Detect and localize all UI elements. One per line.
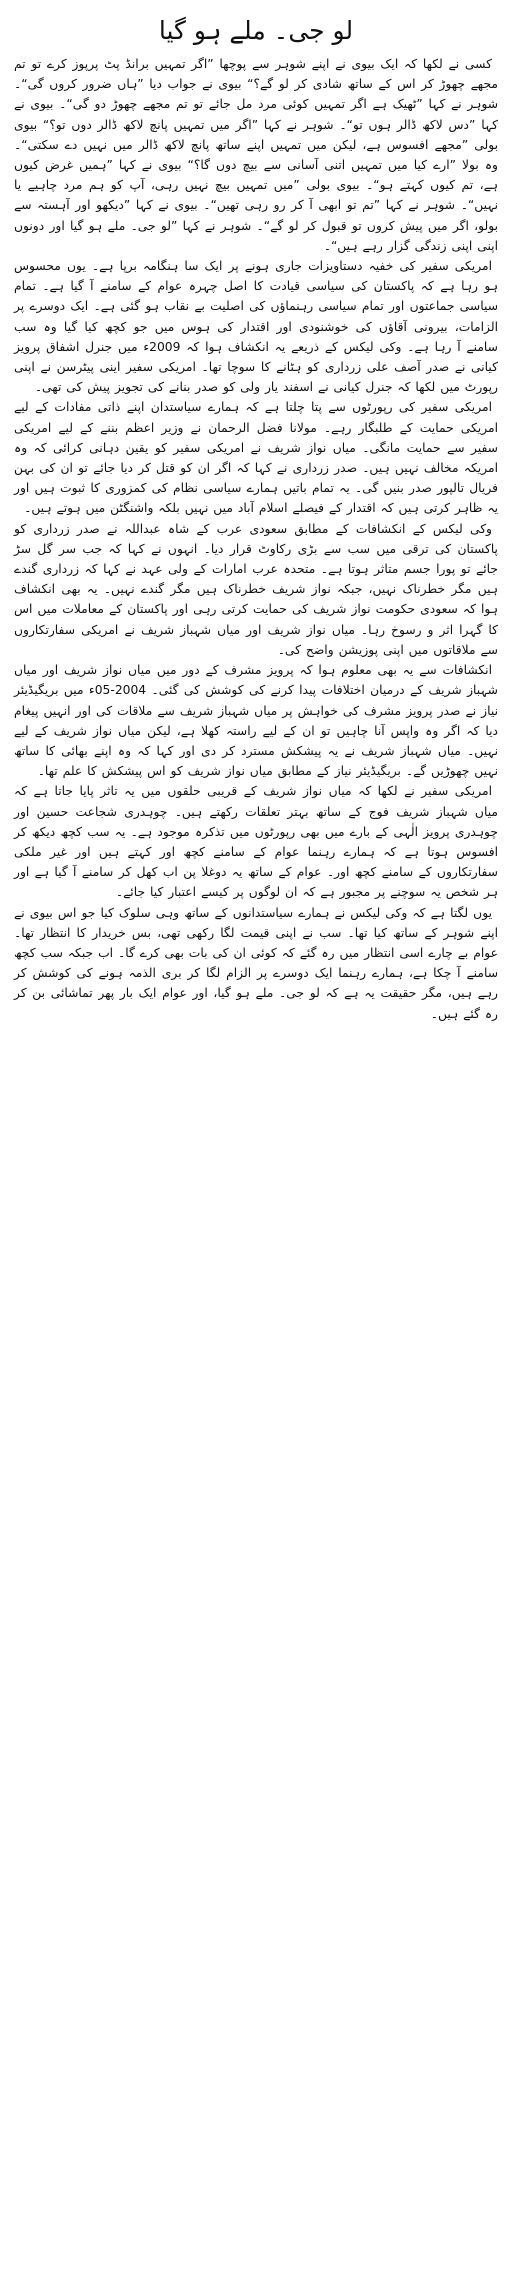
paragraph: امریکی سفیر کی رپورٹوں سے پتا چلتا ہے کہ ہمارے سیاستدان اپنے ذاتی مفادات کے لیے امریکی حمایت کے طلبگار رہے۔ مولانا فضل الرحمان نے وزیر اعظم بننے کے لیے امریکی سفیر سے حمایت مانگی۔ میاں نواز شریف نے امریکی سفیر کو یقین دہانی کرائی کہ وہ امریکہ مخالف نہیں ہیں۔ صدر زرداری نے کہا کہ اگر ان کو قتل کر دیا جائے تو ان کی بہن فریال تالپور صدر بنیں گی۔ یہ تمام باتیں ہمارے سیاسی نظام کی کمزوری کا ثبوت ہیں اور یہ ظاہر کرتی ہیں کہ اقتدار کے فیصلے اسلام آباد میں نہیں بلکہ واشنگٹن میں ہوتے ہیں۔ xyxy=(14,400,498,516)
column-headline: لو جی۔ ملے ہو گیا xyxy=(158,16,354,45)
paragraph: انکشافات سے یہ بھی معلوم ہوا کہ پرویز مشرف کے دور میں میاں نواز شریف اور میاں شہباز شریف کے درمیان اختلافات پیدا کرنے کی کوشش کی گئی۔ 2004-05ء میں بریگیڈیئر نیاز نے صدر پرویز مشرف کی خواہش پر میاں شہباز شریف سے ملاقات کی اور انہیں پیغام دیا کہ اگر وہ واپس آنا چاہیں تو ان کے لیے راستہ کھلا ہے، لیکن میاں نواز شریف کے لیے نہیں۔ میاں شہباز شریف نے یہ پیشکش مسترد کر دی اور کہا کہ وہ اپنے بھائی کا ساتھ نہیں چھوڑیں گے۔ بریگیڈیئر نیاز کے مطابق میاں نواز شریف کو اس پیشکش کا علم تھا۔ xyxy=(14,663,498,779)
column-body xyxy=(14,54,498,1024)
paragraph: امریکی سفیر نے لکھا کہ میاں نواز شریف کے قریبی حلقوں میں یہ تاثر پایا جاتا ہے کہ میاں شہباز شریف فوج کے ساتھ بہتر تعلقات رکھتے ہیں۔ چوہدری شجاعت حسین اور چوہدری پرویز الٰہی کے بارے میں بھی رپورٹوں میں تذکرہ موجود ہے۔ یہ سب کچھ دیکھ کر افسوس ہوتا ہے کہ ہمارے رہنما عوام کے سامنے کچھ اور کہتے ہیں اور غیر ملکی سفارتکاروں کے سامنے کچھ اور۔ عوام کے ساتھ یہ دوغلا پن اب کھل کر سامنے آ گیا ہے اور ہر شخص یہ سوچنے پر مجبور ہے کہ ان لوگوں پر کیسے اعتبار کیا جائے۔ xyxy=(14,784,498,900)
paragraph: کسی نے لکھا کہ ایک بیوی نے اپنے شوہر سے پوچھا ”اگر تمہیں برانڈ پٹ پرپوز کرے تو تم مجھے چھوڑ کر اس کے ساتھ شادی کر لو گے؟“ بیوی نے جواب دیا ”ہاں ضرور کروں گی“۔ شوہر نے کہا ”ٹھیک ہے اگر تمہیں کوئی مرد مل جائے تو تم مجھے چھوڑ دو گی“۔ بیوی نے کہا ”دس لاکھ ڈالر ہوں تو“۔ شوہر نے کہا ”اگر میں تمہیں پانچ لاکھ ڈالر دوں تو؟“ بیوی بولی ”مجھے افسوس ہے، لیکن میں تمہیں اپنے ساتھ پانچ لاکھ ڈالر میں نہیں دے سکتی“۔ وہ بولا ”ارے کیا میں تمہیں اتنی آسانی سے بیچ دوں گا؟“ بیوی نے کہا ”ہمیں غرض کیوں ہے، تم کیوں کہتے ہو“۔ بیوی بولی ”میں تمہیں بیچ نہیں رہی، آپ کو ہم مرد چاہیے یا نہیں“۔ شوہر نے کہا ”تم تو ابھی آ کر رو رہی تھیں“۔ بیوی نے کہا ”دیکھو اور آہستہ سے بولو، اگر میں پیش کروں تو قبول کر لو گے“۔ شوہر نے کہا ”لو جی۔ ملے ہو گیا اور دونوں اپنی اپنی زندگی گزار رہے ہیں“۔ xyxy=(14,57,498,253)
paragraph: یوں لگتا ہے کہ وکی لیکس نے ہمارے سیاستدانوں کے ساتھ وہی سلوک کیا جو اس بیوی نے اپنے شوہر کے ساتھ کیا تھا۔ سب نے اپنی قیمت لگا رکھی تھی، بس خریدار کا انتظار تھا۔ عوام بے چارے اسی انتظار میں رہ گئے کہ کوئی ان کی بات بھی کرے گا۔ اب جبکہ سب کچھ سامنے آ چکا ہے، ہمارے رہنما ایک دوسرے پر الزام لگا کر بری الذمہ ہونے کی کوشش کر رہے ہیں، مگر حقیقت یہ ہے کہ لو جی۔ ملے ہو گیا، اور عوام ایک بار پھر تماشائی بن کر رہ گئے ہیں۔ xyxy=(14,905,498,1021)
paragraph: امریکی سفیر کی خفیہ دستاویزات جاری ہونے پر ایک سا ہنگامہ برپا ہے۔ یوں محسوس ہو رہا ہے کہ پاکستان کی سیاسی قیادت کا اصل چہرہ عوام کے سامنے آ گیا ہے۔ تمام سیاسی جماعتوں اور تمام سیاسی رہنماؤں کی اصلیت بے نقاب ہو گئی ہے۔ ایک دوسرے پر الزامات، بیرونی آقاؤں کی خوشنودی اور اقتدار کی ہوس میں جو کچھ کیا گیا وہ سب سامنے آ رہا ہے۔ وکی لیکس کے ذریعے یہ انکشاف ہوا کہ 2009ء میں جنرل اشفاق پرویز کیانی نے صدر آصف علی زرداری کو ہٹانے کا سوچا تھا۔ امریکی سفیر اینی پیٹرسن نے اپنی رپورٹ میں لکھا کہ جنرل کیانی نے اسفند یار ولی کو صدر بنانے کی تجویز پیش کی تھی۔ xyxy=(14,259,498,395)
paragraph: وکی لیکس کے انکشافات کے مطابق سعودی عرب کے شاہ عبداللہ نے صدر زرداری کو پاکستان کی ترقی میں سب سے بڑی رکاوٹ قرار دیا۔ انہوں نے کہا کہ جب سر گل سڑ جائے تو پورا جسم متاثر ہوتا ہے۔ متحدہ عرب امارات کے ولی عہد نے کہا کہ زرداری گندے ہیں مگر خطرناک نہیں، جبکہ نواز شریف خطرناک ہیں مگر گندے نہیں۔ یہ بھی انکشاف ہوا کہ سعودی حکومت نواز شریف کی حمایت کرتی رہی اور پاکستان کے معاملات میں اس کا گہرا اثر و رسوخ رہا۔ میاں نواز شریف اور میاں شہباز شریف نے امریکی سفارتکاروں سے ملاقاتوں میں اپنی پوزیشن واضح کی۔ xyxy=(14,521,498,657)
